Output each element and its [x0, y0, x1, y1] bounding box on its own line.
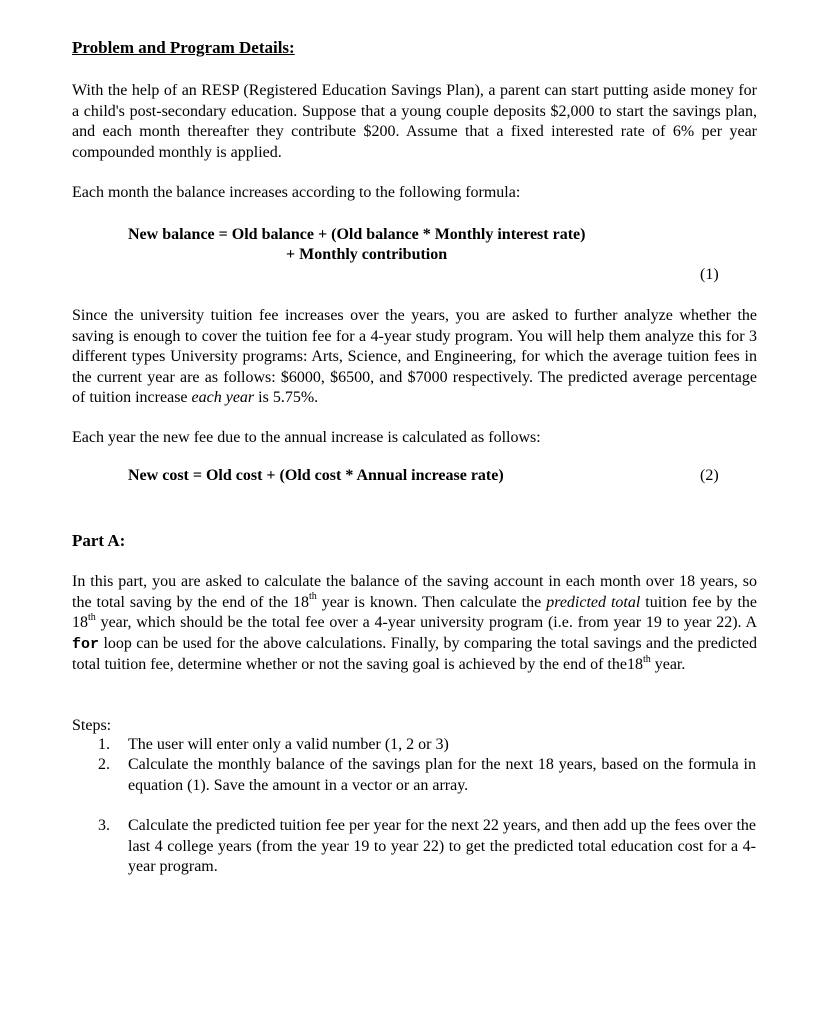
formula-intro-paragraph: Each month the balance increases according to the following formula: — [72, 184, 521, 201]
steps-label: Steps: — [72, 717, 112, 734]
part-a-text-2: year is known. Then calculate the — [316, 593, 547, 611]
formula-2-number: (2) — [700, 467, 719, 484]
step-text: The user will enter only a valid number (1, 2 or 3) — [128, 736, 449, 753]
part-a-text-5: loop can be used for the above calculations. Finally, by comparing the total savings and the predicted total tuition fee, determine whether or not the saving goal is achieved by the end of the18 — [72, 634, 757, 673]
tuition-paragraph-body: Since the university tuition fee increases over the years, you are asked to further analyze whether the saving is enough to cover the tuition fee for a 4-year study program. You will help them analyze this for 3 different types University programs: Arts, Science, and Engineering, for which the average tuition fees in the current year are as follows: $6000, $6500, and $7000 respectively. — [72, 307, 757, 386]
tuition-increase-sentence-start: The predicted average percentage of tuition increase — [72, 368, 758, 406]
part-a-text-6: year. — [650, 656, 686, 673]
step-text: Calculate the monthly balance of the savings plan for the next 18 years, based on the formula in equation (1). Save the amount in a vector or an array. — [128, 756, 756, 794]
step-number: 1. — [98, 736, 110, 753]
part-a-text-1: In this part, you are asked to calculate the balance of the saving account in each month over 18 years, so the total saving by the end of the 18 — [72, 573, 757, 611]
step-text: Calculate the predicted tuition fee per year for the next 22 years, and then add up the fees over the last 4 college years (from the year 19 to year 22) to get the predicted total education cost for a 4-year program. — [128, 817, 756, 875]
formula-1-line-2: + Monthly contribution — [286, 246, 448, 263]
problem-heading: Problem and Program Details: — [72, 38, 295, 57]
ordinal-suffix: th — [308, 591, 317, 603]
part-a-heading: Part A: — [72, 531, 126, 550]
tuition-increase-sentence-end: is 5.75%. — [254, 389, 319, 406]
formula-1-number: (1) — [700, 266, 719, 283]
annual-fee-intro-paragraph: Each year the new fee due to the annual increase is calculated as follows: — [72, 429, 541, 446]
each-year-emphasis: each year — [191, 389, 255, 406]
tuition-paragraph — [72, 306, 757, 409]
ordinal-suffix: th — [642, 653, 651, 665]
part-a-text-4: year, which should be the total fee over a 4-year university program (i.e. from year 19 to year 22). A — [95, 614, 757, 631]
predicted-total-emphasis: predicted total — [546, 593, 641, 611]
for-keyword-code: for — [72, 635, 100, 653]
step-number: 2. — [98, 756, 110, 773]
formula-1-line-1: New balance = Old balance + (Old balance * Monthly interest rate) — [128, 226, 586, 243]
part-a-text-3: tuition fee by the 18 — [72, 593, 758, 631]
step-number: 3. — [98, 817, 110, 834]
formula-2: New cost = Old cost + (Old cost * Annual increase rate) — [128, 467, 504, 484]
ordinal-suffix: th — [88, 611, 96, 623]
intro-paragraph: With the help of an RESP (Registered Education Savings Plan), a parent can start putting aside money for a child's post-secondary education. Suppose that a young couple deposits $2,000 to start the savings plan, and each month thereafter they contribute $200. Assume that a fixed interested rate of 6% per year compounded monthly is applied. — [72, 82, 757, 161]
part-a-paragraph — [72, 572, 757, 676]
